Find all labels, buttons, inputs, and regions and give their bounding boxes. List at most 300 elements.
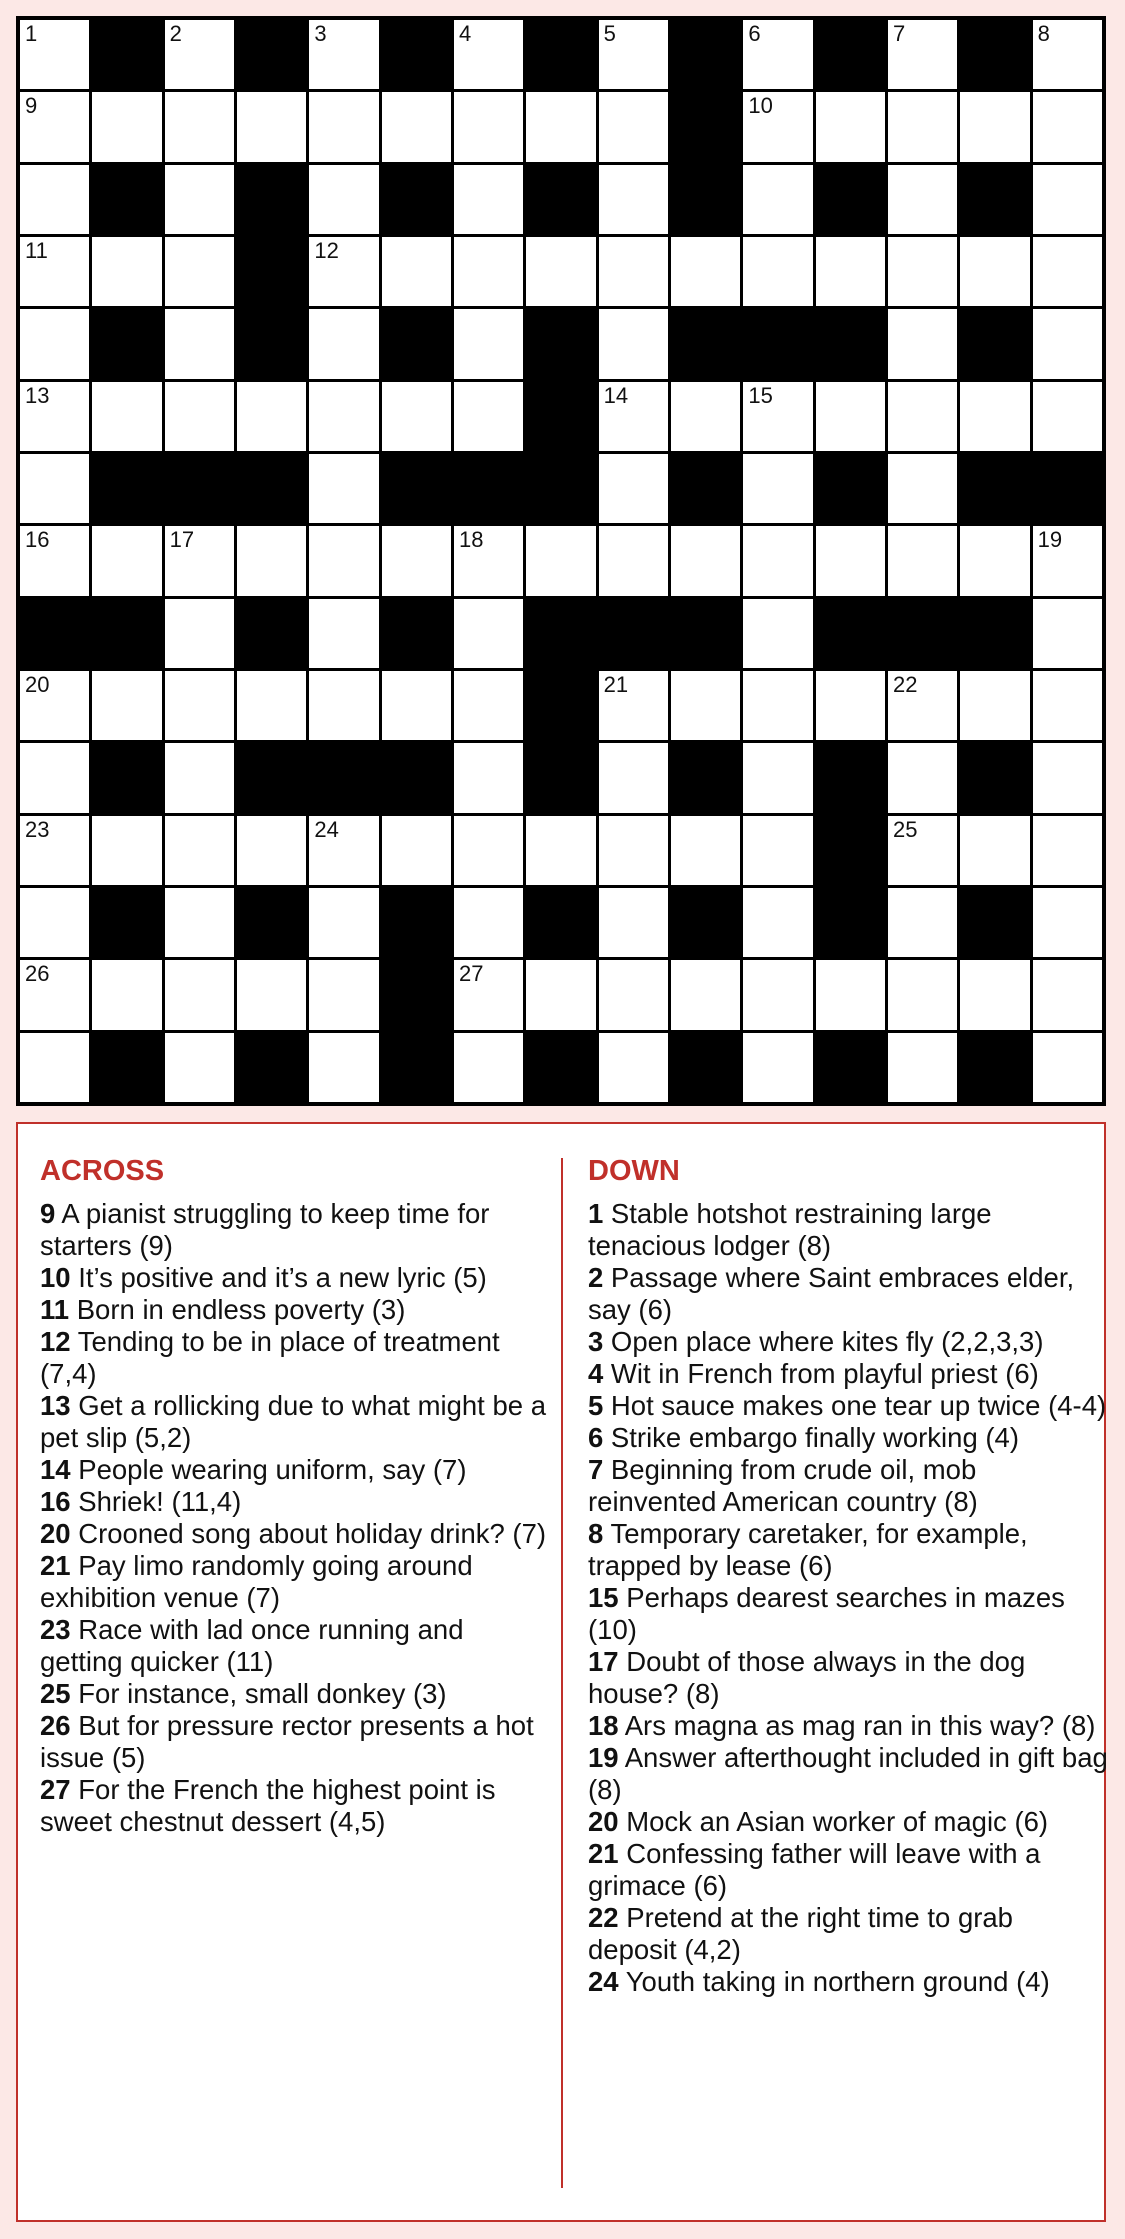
down-clue[interactable] (588, 1518, 1108, 1582)
grid-cell[interactable] (526, 526, 595, 595)
grid-cell[interactable] (20, 743, 89, 812)
grid-cell[interactable] (454, 309, 523, 378)
grid-cell[interactable] (309, 1033, 378, 1102)
black-square (382, 599, 451, 668)
grid-cell[interactable] (599, 20, 668, 89)
black-square (960, 309, 1029, 378)
crossword-grid (16, 16, 1106, 1106)
clue-number: 3 (588, 1326, 604, 1357)
grid-cell[interactable] (92, 671, 161, 740)
black-square (382, 309, 451, 378)
across-clue-list (40, 1198, 550, 1838)
clue-number: 26 (25, 961, 50, 987)
grid-cell[interactable] (454, 526, 523, 595)
black-square (382, 454, 451, 523)
grid-cell[interactable] (165, 599, 234, 668)
black-square (526, 888, 595, 957)
grid-cell[interactable] (20, 165, 89, 234)
grid-cell[interactable] (1033, 165, 1102, 234)
clue-text: Stable hotshot restraining large tenacious lodger (8) (588, 1198, 992, 1261)
grid-cell[interactable] (20, 1033, 89, 1102)
black-square (960, 743, 1029, 812)
black-square (526, 20, 595, 89)
black-square (92, 743, 161, 812)
grid-cell[interactable] (599, 382, 668, 451)
grid-cell[interactable] (671, 526, 740, 595)
black-square (960, 599, 1029, 668)
clue-number: 19 (1037, 527, 1063, 553)
clue-text: Tending to be in place of treatment (7,4) (40, 1326, 500, 1389)
grid-cell[interactable] (743, 382, 812, 451)
across-heading: ACROSS (40, 1155, 165, 1187)
grid-cell[interactable] (1033, 20, 1102, 89)
grid-cell[interactable] (20, 888, 89, 957)
black-square (237, 454, 306, 523)
grid-cell[interactable] (888, 671, 957, 740)
across-clue[interactable] (40, 1454, 550, 1486)
clue-text: A pianist struggling to keep time for starters (9) (40, 1198, 490, 1261)
clue-text: Beginning from crude oil, mob reinvented American country (8) (588, 1454, 978, 1517)
across-clue[interactable] (40, 1198, 550, 1262)
down-clue[interactable] (588, 1806, 1108, 1838)
grid-cell[interactable] (1033, 960, 1102, 1029)
black-square (237, 743, 306, 812)
across-clue[interactable] (40, 1390, 550, 1454)
grid-cell[interactable] (309, 816, 378, 885)
grid-cell[interactable] (888, 960, 957, 1029)
black-square (816, 454, 885, 523)
grid-cell[interactable] (599, 960, 668, 1029)
black-square (816, 309, 885, 378)
black-square (382, 20, 451, 89)
grid-cell[interactable] (309, 599, 378, 668)
grid-cell[interactable] (743, 237, 812, 306)
grid-cell[interactable] (92, 526, 161, 595)
across-clue[interactable] (40, 1774, 550, 1838)
black-square (671, 309, 740, 378)
grid-cell[interactable] (599, 1033, 668, 1102)
grid-cell[interactable] (888, 20, 957, 89)
clue-text: Strike embargo finally working (4) (603, 1422, 1020, 1453)
clue-number: 6 (748, 21, 761, 46)
black-square (237, 20, 306, 89)
grid-cell[interactable] (888, 165, 957, 234)
clue-text: People wearing uniform, say (7) (70, 1454, 467, 1485)
grid-cell[interactable] (1033, 382, 1102, 451)
grid-cell[interactable] (743, 20, 812, 89)
grid-cell[interactable] (454, 599, 523, 668)
across-clue[interactable] (40, 1710, 550, 1774)
clue-text: Passage where Saint embraces elder, say (6) (588, 1262, 1075, 1325)
clue-text: Crooned song about holiday drink? (7) (70, 1518, 547, 1549)
grid-cell[interactable] (165, 237, 234, 306)
clue-text: For instance, small donkey (3) (70, 1678, 447, 1709)
down-clue[interactable] (588, 1582, 1108, 1646)
grid-cell[interactable] (454, 816, 523, 885)
grid-cell[interactable] (454, 743, 523, 812)
grid-cell[interactable] (165, 92, 234, 161)
grid-cell[interactable] (888, 1033, 957, 1102)
clue-number: 3 (314, 21, 327, 46)
across-clue[interactable] (40, 1550, 550, 1614)
grid-cell[interactable] (888, 454, 957, 523)
grid-cell[interactable] (382, 382, 451, 451)
grid-cell[interactable] (671, 960, 740, 1029)
grid-cell[interactable] (382, 92, 451, 161)
black-square (526, 309, 595, 378)
grid-cell[interactable] (309, 960, 378, 1029)
grid-cell[interactable] (1033, 599, 1102, 668)
down-clue[interactable] (588, 1326, 1108, 1358)
grid-cell[interactable] (888, 92, 957, 161)
black-square (382, 960, 451, 1029)
grid-cell[interactable] (599, 526, 668, 595)
down-clue[interactable] (588, 1454, 1108, 1518)
black-square (237, 237, 306, 306)
grid-cell[interactable] (671, 671, 740, 740)
clue-text: Pretend at the right time to grab deposit (4,2) (588, 1902, 1013, 1965)
grid-cell[interactable] (20, 960, 89, 1029)
black-square (237, 599, 306, 668)
across-clue[interactable] (40, 1614, 550, 1678)
grid-cell[interactable] (20, 237, 89, 306)
grid-cell[interactable] (382, 237, 451, 306)
grid-cell[interactable] (743, 816, 812, 885)
grid-cell[interactable] (309, 92, 378, 161)
grid-cell[interactable] (165, 1033, 234, 1102)
grid-cell[interactable] (165, 382, 234, 451)
across-clue[interactable] (40, 1518, 550, 1550)
clue-number: 10 (748, 93, 773, 119)
grid-cell[interactable] (888, 888, 957, 957)
grid-cell[interactable] (454, 382, 523, 451)
clue-number: 8 (1037, 21, 1050, 46)
grid-cell[interactable] (960, 526, 1029, 595)
grid-cell[interactable] (960, 237, 1029, 306)
grid-cell[interactable] (1033, 743, 1102, 812)
grid-cell[interactable] (1033, 237, 1102, 306)
down-clue[interactable] (588, 1742, 1108, 1806)
grid-cell[interactable] (382, 816, 451, 885)
black-square (526, 743, 595, 812)
grid-cell[interactable] (165, 309, 234, 378)
across-clue[interactable] (40, 1678, 550, 1710)
clue-number: 20 (588, 1806, 619, 1837)
across-clue[interactable] (40, 1326, 550, 1390)
grid-cell[interactable] (671, 382, 740, 451)
clue-text: Youth taking in northern ground (4) (618, 1966, 1050, 1997)
grid-cell[interactable] (1033, 1033, 1102, 1102)
clue-number: 9 (25, 93, 38, 119)
grid-cell[interactable] (526, 237, 595, 306)
clue-number: 20 (25, 672, 50, 697)
grid-cell[interactable] (1033, 92, 1102, 161)
grid-cell[interactable] (165, 526, 234, 595)
grid-cell[interactable] (743, 92, 812, 161)
grid-cell[interactable] (454, 20, 523, 89)
black-square (237, 1033, 306, 1102)
clue-text: Temporary caretaker, for example, trapped by lease (6) (588, 1518, 1028, 1581)
grid-cell[interactable] (599, 92, 668, 161)
grid-cell[interactable] (165, 743, 234, 812)
down-clue[interactable] (588, 1646, 1108, 1710)
down-clue[interactable] (588, 1358, 1108, 1390)
grid-cell[interactable] (743, 165, 812, 234)
grid-cell[interactable] (165, 671, 234, 740)
grid-cell[interactable] (20, 20, 89, 89)
clue-number: 19 (588, 1742, 619, 1773)
black-square (309, 743, 378, 812)
grid-cell[interactable] (92, 960, 161, 1029)
grid-cell[interactable] (20, 454, 89, 523)
clue-number: 25 (40, 1678, 71, 1709)
grid-cell[interactable] (237, 382, 306, 451)
grid-cell[interactable] (888, 309, 957, 378)
clue-number: 26 (40, 1710, 71, 1741)
grid-cell[interactable] (599, 237, 668, 306)
grid-cell[interactable] (743, 526, 812, 595)
grid-cell[interactable] (743, 960, 812, 1029)
black-square (816, 743, 885, 812)
clue-number: 15 (588, 1582, 619, 1613)
grid-cell[interactable] (960, 671, 1029, 740)
black-square (671, 1033, 740, 1102)
grid-cell[interactable] (743, 1033, 812, 1102)
column-divider (561, 1158, 563, 2188)
down-clue[interactable] (588, 1902, 1108, 1966)
clue-number: 16 (40, 1486, 71, 1517)
black-square (671, 20, 740, 89)
grid-cell[interactable] (454, 237, 523, 306)
down-clue[interactable] (588, 1838, 1108, 1902)
grid-cell[interactable] (816, 960, 885, 1029)
grid-cell[interactable] (20, 92, 89, 161)
down-clue[interactable] (588, 1710, 1108, 1742)
clue-number: 11 (25, 238, 48, 263)
down-heading: DOWN (588, 1155, 680, 1187)
black-square (671, 165, 740, 234)
grid-cell[interactable] (816, 671, 885, 740)
grid-cell[interactable] (743, 671, 812, 740)
clue-text: Get a rollicking due to what might be a pet slip (5,2) (40, 1390, 546, 1453)
grid-cell[interactable] (20, 309, 89, 378)
grid-cell[interactable] (599, 454, 668, 523)
clue-number: 23 (25, 816, 50, 842)
across-clue[interactable] (40, 1294, 550, 1326)
grid-cell[interactable] (165, 888, 234, 957)
grid-cell[interactable] (382, 671, 451, 740)
down-clue[interactable] (588, 1390, 1108, 1422)
grid-cell[interactable] (165, 165, 234, 234)
grid-cell[interactable] (816, 526, 885, 595)
down-clue[interactable] (588, 1422, 1108, 1454)
clue-text: Doubt of those always in the dog house? (8) (588, 1646, 1026, 1709)
black-square (92, 165, 161, 234)
clues-panel (16, 1122, 1106, 2222)
clue-number: 14 (603, 382, 629, 408)
across-clue[interactable] (40, 1486, 550, 1518)
black-square (816, 816, 885, 885)
grid-cell[interactable] (237, 816, 306, 885)
clue-number: 17 (588, 1646, 619, 1677)
grid-cell[interactable] (309, 237, 378, 306)
grid-cell[interactable] (888, 382, 957, 451)
grid-cell[interactable] (1033, 888, 1102, 957)
clue-number: 4 (459, 21, 472, 46)
clue-text: Shriek! (11,4) (70, 1486, 242, 1517)
grid-cell[interactable] (1033, 309, 1102, 378)
clue-number: 24 (314, 816, 339, 842)
clue-number: 23 (40, 1614, 71, 1645)
clue-number: 16 (25, 527, 50, 553)
grid-cell[interactable] (960, 92, 1029, 161)
black-square (92, 888, 161, 957)
grid-cell[interactable] (237, 960, 306, 1029)
clue-number: 10 (40, 1262, 71, 1293)
black-square (960, 454, 1029, 523)
clue-number: 24 (588, 1966, 619, 1997)
black-square (237, 165, 306, 234)
black-square (526, 671, 595, 740)
clue-number: 22 (588, 1902, 619, 1933)
grid-cell[interactable] (599, 816, 668, 885)
black-square (671, 599, 740, 668)
grid-cell[interactable] (92, 92, 161, 161)
grid-cell[interactable] (888, 816, 957, 885)
grid-cell[interactable] (526, 960, 595, 1029)
grid-cell[interactable] (237, 92, 306, 161)
down-clue[interactable] (588, 1262, 1108, 1326)
down-clue[interactable] (588, 1966, 1108, 1998)
grid-cell[interactable] (816, 92, 885, 161)
grid-cell[interactable] (309, 888, 378, 957)
clue-text: Open place where kites fly (2,2,3,3) (603, 1326, 1044, 1357)
clue-text: Born in endless poverty (3) (69, 1294, 406, 1325)
grid-cell[interactable] (237, 671, 306, 740)
grid-cell[interactable] (526, 816, 595, 885)
grid-cell[interactable] (599, 309, 668, 378)
clue-number: 20 (40, 1518, 71, 1549)
grid-cell[interactable] (888, 237, 957, 306)
grid-cell[interactable] (20, 816, 89, 885)
grid-cell[interactable] (1033, 526, 1102, 595)
black-square (1033, 454, 1102, 523)
clue-number: 7 (588, 1454, 604, 1485)
grid-cell[interactable] (454, 92, 523, 161)
clue-number: 13 (40, 1390, 71, 1421)
black-square (816, 20, 885, 89)
grid-cell[interactable] (454, 960, 523, 1029)
grid-cell[interactable] (309, 671, 378, 740)
grid-cell[interactable] (888, 526, 957, 595)
black-square (960, 888, 1029, 957)
grid-cell[interactable] (454, 165, 523, 234)
grid-cell[interactable] (454, 1033, 523, 1102)
grid-cell[interactable] (743, 888, 812, 957)
clue-number: 22 (893, 672, 918, 697)
grid-cell[interactable] (165, 816, 234, 885)
black-square (599, 599, 668, 668)
grid-cell[interactable] (599, 671, 668, 740)
clue-number: 5 (588, 1390, 604, 1421)
grid-cell[interactable] (454, 888, 523, 957)
grid-cell[interactable] (309, 526, 378, 595)
grid-cell[interactable] (92, 816, 161, 885)
clue-number: 13 (25, 382, 50, 408)
grid-cell[interactable] (165, 20, 234, 89)
black-square (20, 599, 89, 668)
grid-cell[interactable] (165, 960, 234, 1029)
grid-cell[interactable] (309, 20, 378, 89)
black-square (526, 1033, 595, 1102)
grid-cell[interactable] (888, 743, 957, 812)
grid-cell[interactable] (92, 237, 161, 306)
grid-cell[interactable] (526, 92, 595, 161)
grid-cell[interactable] (743, 743, 812, 812)
black-square (382, 1033, 451, 1102)
black-square (165, 454, 234, 523)
grid-cell[interactable] (960, 816, 1029, 885)
clue-number: 7 (893, 21, 906, 46)
grid-cell[interactable] (599, 888, 668, 957)
black-square (671, 743, 740, 812)
grid-cell[interactable] (960, 382, 1029, 451)
grid-cell[interactable] (599, 165, 668, 234)
black-square (382, 743, 451, 812)
clue-number: 12 (40, 1326, 71, 1357)
grid-cell[interactable] (743, 454, 812, 523)
clue-number: 14 (40, 1454, 71, 1485)
grid-cell[interactable] (671, 237, 740, 306)
grid-cell[interactable] (309, 165, 378, 234)
grid-cell[interactable] (671, 816, 740, 885)
black-square (816, 888, 885, 957)
grid-cell[interactable] (237, 526, 306, 595)
grid-cell[interactable] (382, 526, 451, 595)
grid-cell[interactable] (1033, 671, 1102, 740)
grid-cell[interactable] (20, 382, 89, 451)
black-square (526, 454, 595, 523)
grid-cell[interactable] (309, 454, 378, 523)
grid-cell[interactable] (816, 382, 885, 451)
grid-cell[interactable] (20, 671, 89, 740)
clue-text: Mock an Asian worker of magic (6) (618, 1806, 1049, 1837)
black-square (816, 165, 885, 234)
clue-number: 21 (588, 1838, 619, 1869)
clue-number: 17 (169, 527, 195, 553)
grid-cell[interactable] (599, 743, 668, 812)
down-clue[interactable] (588, 1198, 1108, 1262)
black-square (382, 888, 451, 957)
clue-text: Pay limo randomly going around exhibition venue (7) (40, 1550, 473, 1613)
grid-cell[interactable] (309, 309, 378, 378)
clue-number: 18 (459, 527, 484, 553)
clue-text: For the French the highest point is sweet chestnut dessert (4,5) (40, 1774, 496, 1837)
grid-cell[interactable] (309, 382, 378, 451)
clue-number: 2 (588, 1262, 604, 1293)
grid-cell[interactable] (92, 382, 161, 451)
grid-cell[interactable] (960, 960, 1029, 1029)
clue-number: 12 (314, 238, 339, 263)
grid-cell[interactable] (743, 599, 812, 668)
grid-cell[interactable] (20, 526, 89, 595)
grid-cell[interactable] (454, 671, 523, 740)
across-clue[interactable] (40, 1262, 550, 1294)
clue-text: Ars magna as mag ran in this way? (8) (618, 1710, 1096, 1741)
black-square (92, 20, 161, 89)
grid-cell[interactable] (816, 237, 885, 306)
grid-cell[interactable] (1033, 816, 1102, 885)
